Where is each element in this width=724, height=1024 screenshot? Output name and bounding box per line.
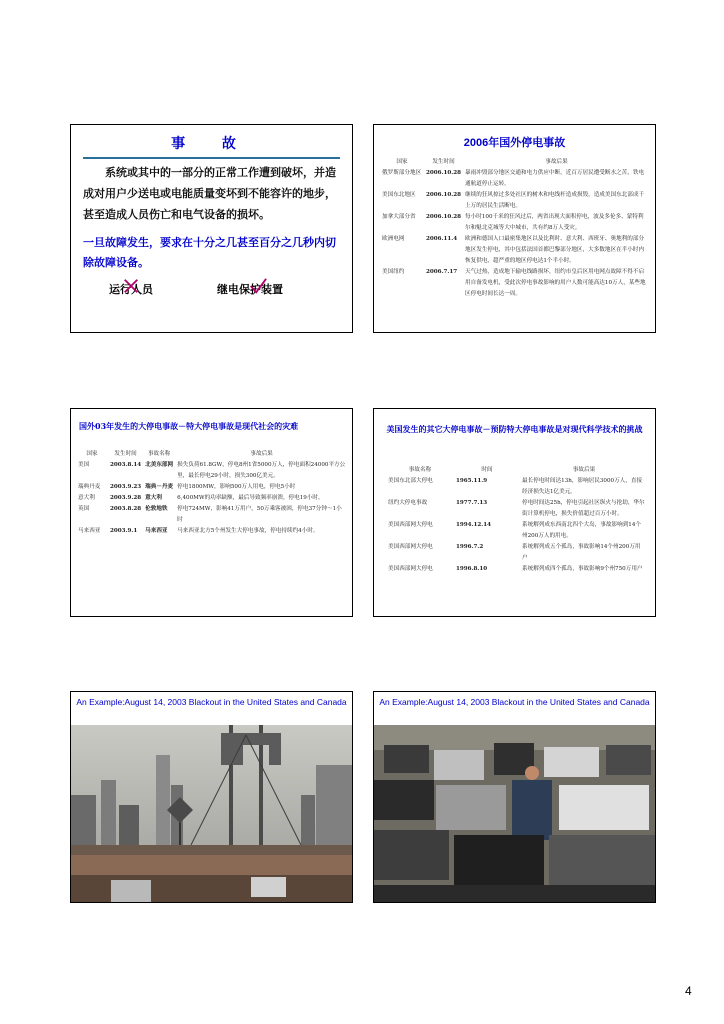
cell-name: 马来西亚: [145, 528, 168, 534]
cell-time: 2003.9.1: [110, 528, 138, 534]
definition-paragraph: 系统或其中的一部分的正常工作遭到破坏，并造成对用户少送电或电能质量变坏到不能容许的地步，甚至造成人员伤亡和电气设备的损坏。: [83, 166, 336, 221]
cell-consequence: 最长停电时间达13h，影响居民3000万人，直接经济损失达1亿美元。: [522, 478, 643, 495]
table-header-row: [76, 449, 348, 460]
table-row: [386, 542, 648, 564]
cell-time: 2003.9.23: [110, 484, 142, 490]
cell-time: 1977.7.13: [456, 500, 488, 506]
slide-accident-definition: [70, 124, 353, 333]
cell-time: 2006.10.28: [426, 192, 462, 198]
operator-label: 运行人员: [109, 283, 153, 296]
cross-mark-icon: [122, 277, 140, 295]
header-name: 事故名称: [408, 467, 432, 473]
cell-country: 英国: [78, 506, 90, 512]
cell-name: 伦敦地铁: [145, 506, 168, 512]
cell-name: 北美东部网: [145, 462, 174, 468]
cell-country: 马来西亚: [78, 528, 101, 534]
slide-2006-blackouts: [373, 124, 656, 333]
header-time: 发生时间: [114, 451, 137, 457]
cell-time: 2006.7.17: [426, 269, 458, 275]
bridge-crowd-photo: [71, 725, 352, 902]
relay-protection-label: 继电保护装置: [217, 283, 283, 296]
slide-us-other-blackouts: [373, 408, 656, 617]
blackout-table-2003: [76, 449, 348, 537]
cell-consequence: 系统解列成东西南北四个大岛，事故影响到14个州200万人的用电。: [522, 522, 641, 539]
blackout-table-2006: [380, 157, 650, 300]
cell-consequence: 马来西亚北方5个州发生大停电事故，停电持续约4小时。: [177, 528, 319, 534]
table-row: [76, 526, 348, 537]
slide-title: 2006年国外停电事故: [463, 137, 566, 149]
page-number: 4: [685, 984, 692, 998]
slide-2003-blackouts: [70, 408, 353, 617]
check-mark-icon: [249, 277, 267, 295]
cell-name: 纽约大停电事故: [388, 500, 428, 506]
cell-country: 意大利: [78, 495, 95, 501]
cell-consequence: 系统解列成五个孤岛，事故影响14个州200万用户: [522, 544, 641, 561]
table-row: [380, 267, 650, 300]
cell-country: 加拿大部分省: [382, 214, 416, 220]
cell-country: 美国: [78, 462, 90, 468]
cell-time: 1994.12.14: [456, 522, 492, 528]
header-name: 事故名称: [147, 451, 171, 457]
title-divider: [83, 157, 340, 159]
table-row: [76, 482, 348, 493]
cell-name: 瑞典－丹麦: [145, 484, 174, 490]
slide-title: 事 故: [171, 136, 252, 152]
cell-time: 1965.11.9: [456, 478, 488, 484]
cell-time: 2006.11.4: [426, 236, 458, 242]
cell-name: 美国西部网大停电: [388, 544, 433, 550]
header-consequence: 事故后果: [250, 451, 273, 457]
cell-consequence: 停电724MW，影响41万用户，50万乘客被困，停电37分钟～1小时: [177, 506, 342, 523]
table-row: [386, 476, 648, 498]
cell-name: 美国西部网大停电: [388, 566, 433, 572]
cell-consequence: 每小时100千米的狂风过后，两省出现大面积停电，波及多伦多、蒙特利尔和魁北克城等大中城市，共有约8万人受灾。: [465, 214, 644, 231]
cell-time: 2006.10.28: [426, 214, 462, 220]
photo-caption: An Example:August 14, 2003 Blackout in the United States and Canada: [379, 697, 650, 707]
cell-consequence: 暴雨冲毁部分地区交通和电力供应中断，近百万居民遭受断水之苦，铁电通航道停止运转。: [465, 170, 645, 187]
traffic-jam-photo: [374, 725, 655, 902]
header-time: 发生时间: [432, 159, 455, 165]
cell-country: 瑞典丹麦: [78, 484, 101, 490]
slide-blackout-photo-traffic: [373, 691, 656, 903]
cell-consequence: 继续的狂风掠过多处社区的树木和电线杆造成损毁，造成美国东北部成千上万的居民生活断电。: [465, 192, 645, 209]
cell-country: 俄罗斯部分地区: [382, 170, 422, 176]
cell-consequence: 系统解列成四个孤岛，事故影响9个州750万用户: [522, 566, 643, 572]
slide-title: 国外03年发生的大停电事故－特大停电事故是现代社会的灾难: [79, 421, 299, 431]
table-row: [76, 493, 348, 504]
table-row: [386, 520, 648, 542]
cell-time: 2003.8.28: [110, 506, 142, 512]
cell-time: 2003.9.28: [110, 495, 142, 501]
cell-time: 1996.8.10: [456, 566, 488, 572]
table-row: [76, 460, 348, 482]
table-row: [380, 234, 650, 267]
photo-caption: An Example:August 14, 2003 Blackout in the United States and Canada: [76, 697, 347, 707]
cell-consequence: 损失负荷61.8GW，停电8州1省5000万人，停电面积24000平方公里，最长停电29小时，损失300亿美元。: [177, 462, 346, 479]
cell-country: 欧洲电网: [382, 236, 405, 242]
cell-time: 2006.10.28: [426, 170, 462, 176]
header-country: 国家: [396, 159, 408, 165]
header-consequence: 事故后果: [572, 467, 596, 473]
cell-time: 2003.8.14: [110, 462, 142, 468]
cell-consequence: 6,400MW的功率缺额，最后导致频率崩溃，停电19小时。: [177, 495, 324, 501]
cell-name: 美国东北部大停电: [388, 478, 433, 484]
header-country: 国家: [86, 451, 98, 457]
table-row: [380, 168, 650, 190]
cell-consequence: 天气过热，造成地下输电线路损坏，纽约市皇后区用电网点故障不得不启用自备发电机，受此次停电事故影响的用户人数可能高达10万人，某些地区停电时间长达一周。: [465, 269, 646, 297]
table-row: [386, 564, 648, 575]
cell-consequence: 停电1800MW，影响500万人用电，停电5小时: [177, 484, 296, 490]
cell-name: 美国西部网大停电: [388, 522, 433, 528]
table-row: [380, 212, 650, 234]
requirement-paragraph: 一旦故障发生，要求在十分之几甚至百分之几秒内切除故障设备。: [83, 236, 336, 269]
table-row: [386, 498, 648, 520]
cell-consequence: 欧洲和德国人口最密集地区以及比利时、意大利、西班牙、奥地利的部分地区发生停电，其中包括法国首都巴黎部分地区，大多数地区在半小时内恢复供电，超严重的地区停电达1个半小时。: [465, 236, 645, 264]
cell-time: 1996.7.2: [456, 544, 484, 550]
slide-title: 美国发生的其它大停电事故－预防特大停电事故是对现代科学技术的挑战: [386, 424, 643, 434]
table-row: [380, 190, 650, 212]
cell-country: 美国纽约: [382, 269, 405, 275]
blackout-table-us: [386, 465, 648, 575]
table-header-row: [380, 157, 650, 168]
cell-name: 意大利: [145, 495, 162, 501]
header-time: 时间: [481, 467, 493, 473]
slide-blackout-photo-bridge: [70, 691, 353, 903]
table-row: [76, 504, 348, 526]
header-consequence: 事故后果: [545, 159, 568, 165]
table-header-row: [386, 465, 648, 476]
cell-country: 美国东北地区: [382, 192, 416, 198]
cell-consequence: 停电时间达25h，停电引起社区纵火与抢劫，华尔街计算机停电，损失价值超过百万小时。: [522, 500, 645, 517]
